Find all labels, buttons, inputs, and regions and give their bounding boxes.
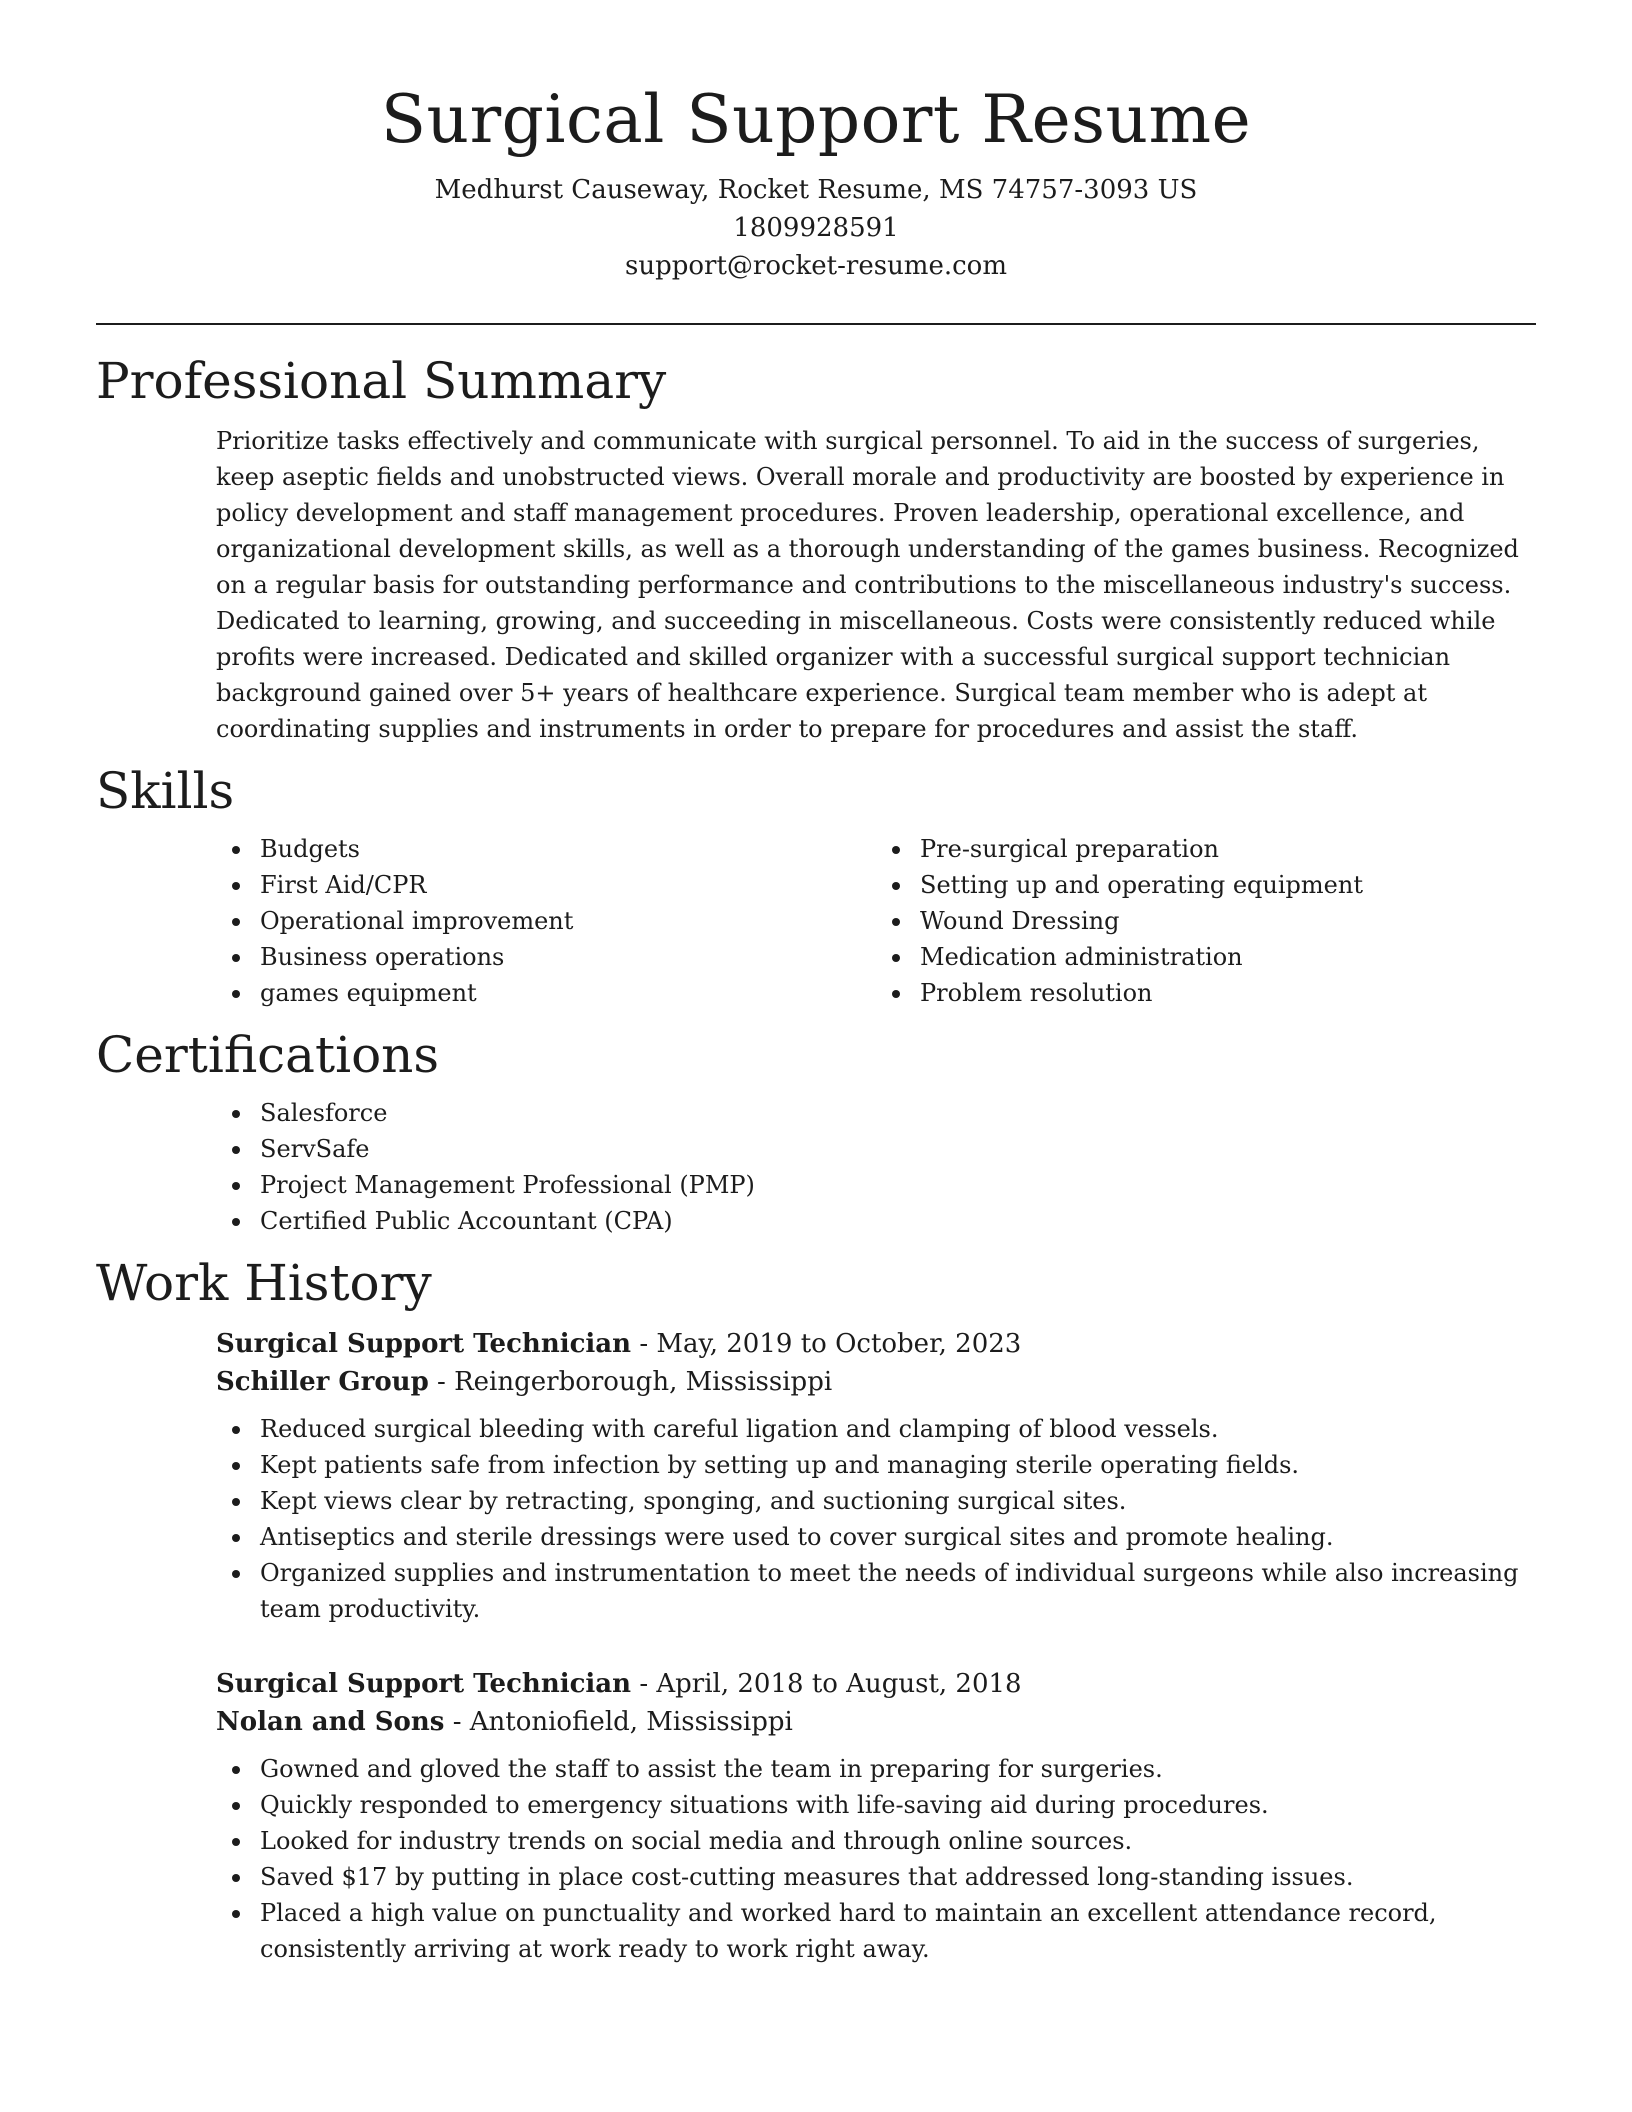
contact-info [96,171,1536,285]
job-title: Surgical Support Technician [216,1669,632,1700]
job-title-line [216,1665,1536,1703]
skill-item: Wound Dressing [920,903,1536,939]
resume-title: Surgical Support Resume [380,81,1252,158]
skills-column-left [216,821,876,1011]
skills-column-right [876,821,1536,1011]
summary-body [96,423,1536,747]
skills-list-right [876,831,1536,1011]
job-dates: - April, 2018 to August, 2018 [631,1669,1022,1700]
certification-item: Project Management Professional (PMP) [260,1167,1536,1203]
certifications-list [216,1095,1536,1239]
job-title: Surgical Support Technician [216,1329,632,1360]
skill-item: Business operations [260,939,876,975]
skill-item: Budgets [260,831,876,867]
certifications-body [96,1095,1536,1239]
job-bullet: Reduced surgical bleeding with careful ligation and clamping of blood vessels. [260,1411,1536,1447]
skill-item: First Aid/CPR [260,867,876,903]
job-bullet: Saved $17 by putting in place cost-cutting measures that addressed long-standing issues. [260,1859,1536,1895]
job-dates: - May, 2019 to October, 2023 [631,1329,1022,1360]
skill-item: Medication administration [920,939,1536,975]
skills-heading: Skills [96,762,235,821]
job-bullet: Quickly responded to emergency situations with life-saving aid during procedures. [260,1787,1536,1823]
certifications-section [96,1025,1536,1239]
summary-text: Prioritize tasks effectively and communicate with surgical personnel. To aid in the success of surgeries, keep aseptic fields and unobstructed views. Overall morale and productivity are boosted by experience in policy development and staff management procedures. Proven leadership, operational excellence, and organizational development skills, as well as a thorough understanding of the games business. Recognized on a regular basis for outstanding performance and contributions to the miscellaneous industry's success. Dedicated to learning, growing, and succeeding in miscellaneous. Costs were consistently reduced while profits were increased. Dedicated and skilled organizer with a successful surgical support technician background gained over 5+ years of healthcare experience. Surgical team member who is adept at coordinating supplies and instruments in order to prepare for procedures and assist the staff. [216,427,1519,744]
job-bullet: Antiseptics and sterile dressings were used to cover surgical sites and promote healing. [260,1519,1536,1555]
job-company: Nolan and Sons [216,1707,445,1738]
work-history-heading: Work History [96,1254,432,1313]
job-bullet: Kept patients safe from infection by setting up and managing sterile operating fields. [260,1447,1536,1483]
skills-section [96,761,1536,1011]
job-bullet: Gowned and gloved the staff to assist the team in preparing for surgeries. [260,1751,1536,1787]
contact-email: support@rocket-resume.com [624,251,1007,282]
job-location: - Antoniofield, Mississippi [444,1707,793,1738]
skills-grid [96,821,1536,1011]
summary-heading: Professional Summary [96,352,667,411]
job-company-line [216,1363,1536,1401]
summary-section [96,351,1536,747]
work-history-section [96,1253,1536,1967]
certification-item: ServSafe [260,1131,1536,1167]
skill-item: Setting up and operating equipment [920,867,1536,903]
job-bullet: Kept views clear by retracting, sponging, and suctioning surgical sites. [260,1483,1536,1519]
job-entry [216,1665,1536,1967]
certification-item: Certified Public Accountant (CPA) [260,1203,1536,1239]
job-company-line [216,1703,1536,1741]
certification-item: Salesforce [260,1095,1536,1131]
job-bullets [216,1751,1536,1967]
job-bullet: Organized supplies and instrumentation to meet the needs of individual surgeons while also increasing team productivity. [260,1555,1536,1627]
contact-address: Medhurst Causeway, Rocket Resume, MS 74757-3093 US [434,175,1198,206]
job-entry [216,1325,1536,1627]
job-bullet: Placed a high value on punctuality and worked hard to maintain an excellent attendance record, consistently arriving at work ready to work right away. [260,1895,1536,1967]
skill-item: Pre-surgical preparation [920,831,1536,867]
work-history-body [96,1325,1536,1967]
job-company: Schiller Group [216,1367,429,1398]
skill-item: Operational improvement [260,903,876,939]
skill-item: Problem resolution [920,975,1536,1011]
header-divider [96,323,1536,325]
job-bullets [216,1411,1536,1627]
certifications-heading: Certifications [96,1026,440,1085]
job-title-line [216,1325,1536,1363]
resume-header [96,80,1536,285]
skills-list-left [216,831,876,1011]
job-location: - Reingerborough, Mississippi [428,1367,833,1398]
skill-item: games equipment [260,975,876,1011]
contact-phone: 1809928591 [733,213,899,244]
job-bullet: Looked for industry trends on social media and through online sources. [260,1823,1536,1859]
